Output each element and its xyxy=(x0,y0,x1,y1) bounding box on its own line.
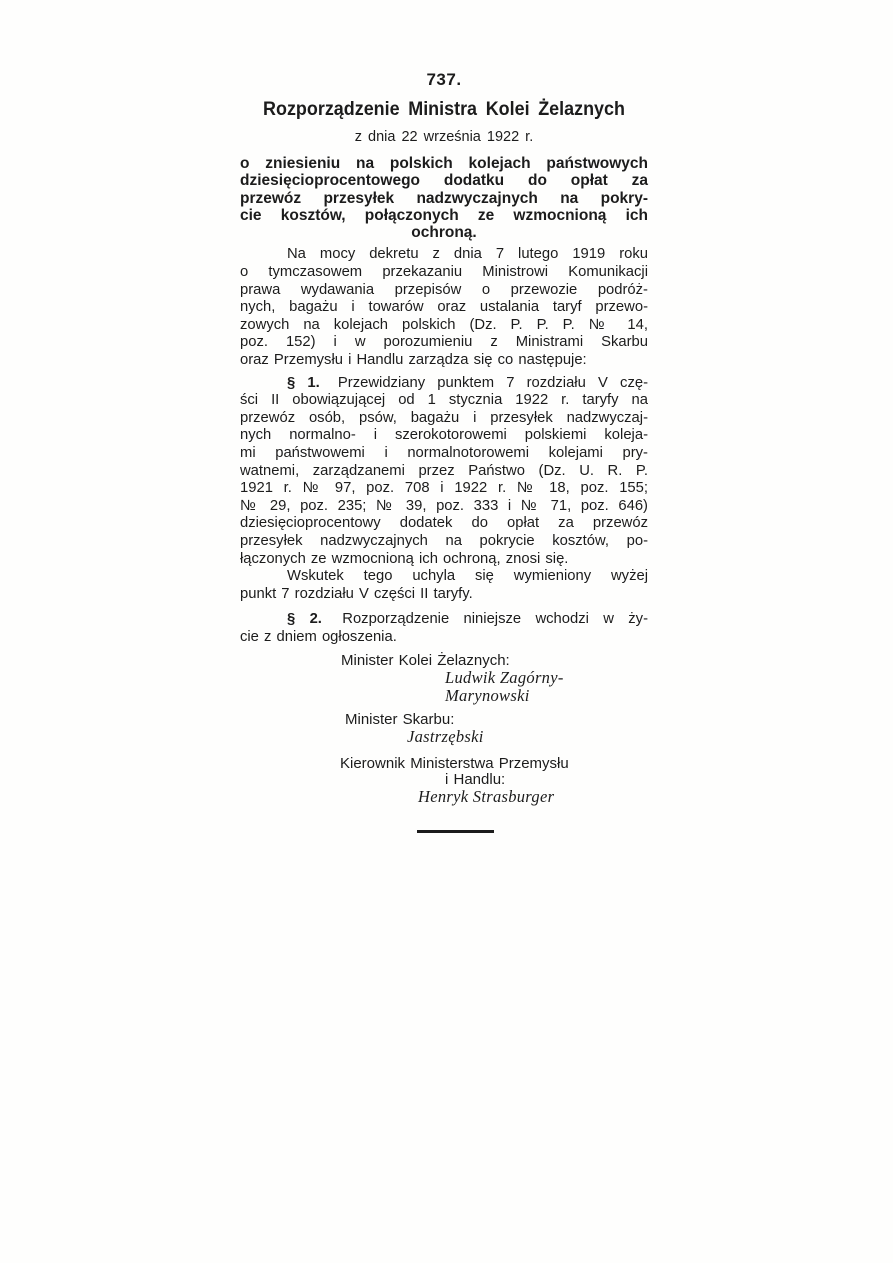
signature-title-kierownik-line1: Kierownik Ministerstwa Przemysłu xyxy=(340,754,569,772)
section-2-paragraph xyxy=(240,611,648,646)
document-title: Rozporządzenie Ministra Kolei Żelaznych xyxy=(263,98,625,120)
text-line: zowych na kolejach polskich (Dz. P. P. P. № 14, xyxy=(240,316,648,333)
text-line: prawa wydawania przepisów o przewozie podróż- xyxy=(240,281,648,298)
text-line: mi państwowemi i normalnotorowemi kolejami pry- xyxy=(240,445,648,462)
signature-title-kierownik-line2: i Handlu: xyxy=(445,770,506,788)
text-line: o zniesieniu na polskich kolejach państwowych xyxy=(240,155,648,172)
text-line: oraz Przemysłu i Handlu zarządza się co następuje: xyxy=(240,352,587,369)
text-line: łączonych ze wzmocnioną ich ochroną, znosi się. xyxy=(240,550,569,567)
date-line: z dnia 22 września 1922 r. xyxy=(354,129,534,145)
article-number: 737. xyxy=(426,70,462,89)
text-line: § 1. Przewidziany punktem 7 rozdziału V czę- xyxy=(287,374,648,391)
signature-title-minister-skarbu: Minister Skarbu: xyxy=(345,710,455,728)
text-line: № 29, poz. 235; № 39, poz. 333 i № 71, poz. 646) xyxy=(240,497,648,514)
text-line: Na mocy dekretu z dnia 7 lutego 1919 roku xyxy=(287,246,648,263)
text-line: Wskutek tego uchyla się wymieniony wyżej xyxy=(287,568,648,585)
end-of-article-rule xyxy=(417,830,494,833)
document-column xyxy=(240,0,648,833)
signature-name-kierownik: Henryk Strasburger xyxy=(418,786,555,806)
text-line: przewóz przesyłek nadzwyczajnych na pokry- xyxy=(240,189,648,207)
text-line: cie z dniem ogłoszenia. xyxy=(240,628,397,645)
text-line: ochroną. xyxy=(411,224,477,242)
text-line: § 2. Rozporządzenie niniejsze wchodzi w ży- xyxy=(287,611,648,628)
preamble-paragraph xyxy=(240,246,648,369)
text-line: nych normalno- i szerokotorowemi polskiemi koleja- xyxy=(240,427,648,444)
signature-name-minister-skarbu: Jastrzębski xyxy=(407,726,484,746)
text-line: przesyłek nadzwyczajnych na pokrycie kosztów, po- xyxy=(240,532,648,549)
text-line: nych, bagażu i towarów oraz ustalania taryf przewo- xyxy=(240,299,648,316)
subject-heading xyxy=(240,155,648,241)
text-line: ści II obowiązującej od 1 stycznia 1922 r. taryfy na xyxy=(240,392,648,409)
text-line: dziesięcioprocentowego dodatku do opłat za xyxy=(240,172,648,190)
section-symbol: § 1. xyxy=(287,374,320,391)
text-line: poz. 152) i w porozumieniu z Ministrami Skarbu xyxy=(240,334,648,351)
text-line: przewóz osób, psów, bagażu i przesyłek nadzwyczaj- xyxy=(240,409,648,426)
signature-block xyxy=(240,653,648,806)
signature-title-minister-kolei: Minister Kolei Żelaznych: xyxy=(341,651,510,669)
signature-name-minister-kolei: Ludwik Zagórny-Marynowski xyxy=(445,667,564,705)
text-line: dziesięcioprocentowy dodatek do opłat za przewóz xyxy=(240,515,648,532)
text-line: watnemi, zarządzanemi przez Państwo (Dz. U. R. P. xyxy=(240,462,648,479)
text-line: o tymczasowem przekazaniu Ministrowi Komunikacji xyxy=(240,264,648,281)
text-line: punkt 7 rozdziału V części II taryfy. xyxy=(240,585,473,602)
text-line: 1921 r. № 97, poz. 708 i 1922 r. № 18, poz. 155; xyxy=(240,480,648,497)
text-line: cie kosztów, połączonych ze wzmocnioną ich xyxy=(240,206,648,224)
repeal-paragraph xyxy=(240,568,648,603)
section-1-paragraph xyxy=(240,375,648,569)
section-symbol: § 2. xyxy=(287,611,322,628)
